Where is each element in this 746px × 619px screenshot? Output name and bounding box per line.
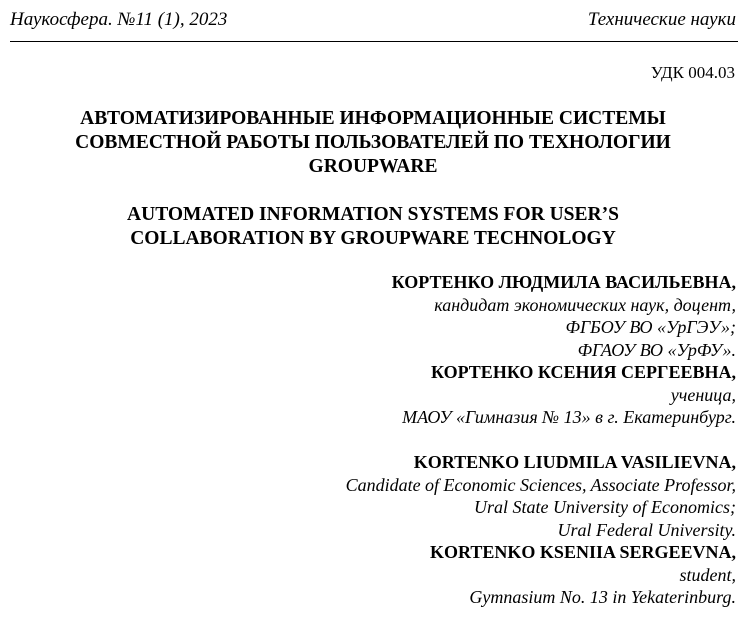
author-affiliation: ученица, [670,384,736,405]
journal-name: Наукосфера. №11 (1), 2023 [10,9,228,30]
authors-russian [36,271,736,429]
author-affiliation: Candidate of Economic Sciences, Associate Professor, [345,474,736,495]
running-header [10,0,738,42]
author-name: KORTENKO LIUDMILA VASILIEVNA, [413,452,736,472]
title-line: COLLABORATION BY GROUPWARE TECHNOLOGY [130,228,616,249]
author-affiliation: МАОУ «Гимназия № 13» в г. Екатеринбург. [402,407,736,427]
section-name: Технические науки [587,9,736,30]
author-name: КОРТЕНКО КСЕНИЯ СЕРГЕЕВНА, [430,362,736,382]
author-affiliation: кандидат экономических наук, доцент, [434,294,736,315]
udk-code: УДК 004.03 [650,63,735,82]
author-affiliation: student, [679,564,736,585]
title-english [0,203,746,251]
title-line: СОВМЕСТНОЙ РАБОТЫ ПОЛЬЗОВАТЕЛЕЙ ПО ТЕХНОЛОГИИ [75,132,671,153]
title-russian [0,107,746,179]
author-name: KORTENKO KSENIIA SERGEEVNA, [430,542,736,562]
title-line: AUTOMATED INFORMATION SYSTEMS FOR USER’S [127,204,619,225]
title-line: АВТОМАТИЗИРОВАННЫЕ ИНФОРМАЦИОННЫЕ СИСТЕМЫ [80,108,666,129]
author-affiliation: Ural Federal University. [557,519,736,540]
author-affiliation: Gymnasium No. 13 in Yekaterinburg. [469,587,736,607]
author-affiliation: Ural State University of Economics; [474,497,736,517]
author-affiliation: ФГАОУ ВО «УрФУ». [577,339,736,360]
author-affiliation: ФГБОУ ВО «УрГЭУ»; [565,317,736,337]
author-name: КОРТЕНКО ЛЮДМИЛА ВАСИЛЬЕВНА, [391,272,736,292]
title-line: GROUPWARE [308,156,438,177]
authors-english [36,451,736,609]
